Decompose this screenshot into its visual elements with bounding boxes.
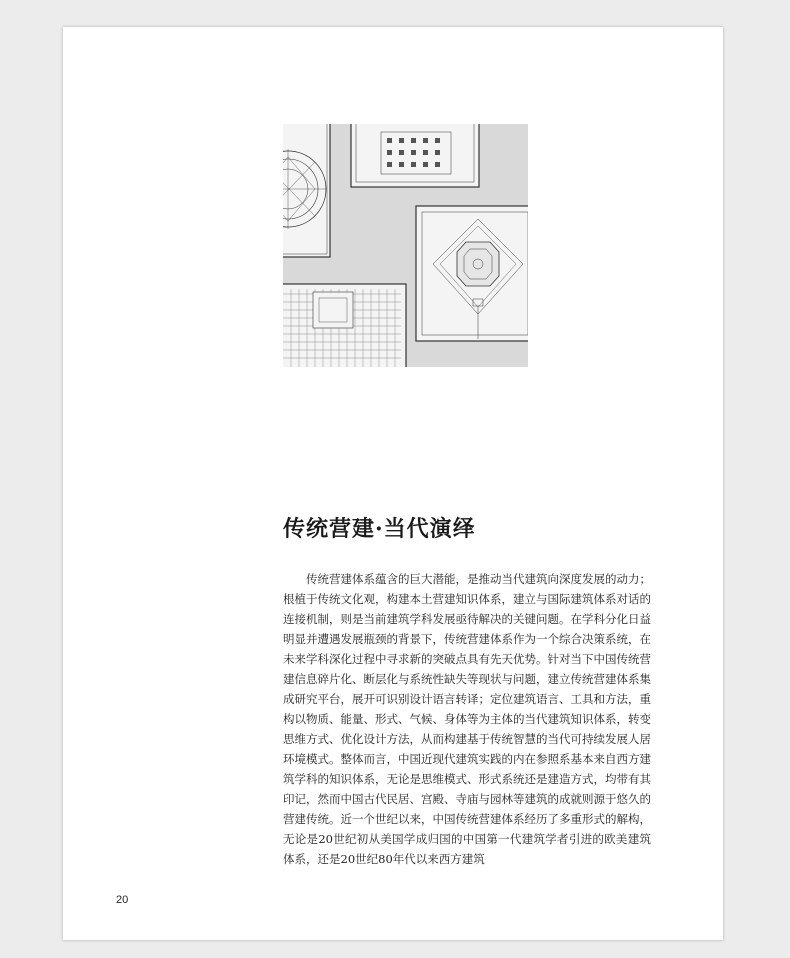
page-number: 20 — [116, 894, 129, 906]
body-paragraph: 传统营建体系蕴含的巨大潜能，是推动当代建筑向深度发展的动力；根植于传统文化观，构建本土营建知识体系，建立与国际建筑体系对话的连接机制，则是当前建筑学科发展亟待解决的关键问题。在学科分化日益明显并遭遇发展瓶颈的背景下，传统营建体系作为一个综合决策系统，在未来学科深化过程中寻求新的突破点具有先天优势。针对当下中国传统营建信息碎片化、断层化与系统性缺失等现状与问题，建立传统营建体系集成研究平台，展开可识别设计语言转译；定位建筑语言、工具和方法，重构以物质、能量、形式、气候、身体等为主体的当代建筑知识体系，转变思维方式、优化设计方法，从而构建基于传统智慧的当代可持续发展人居环境模式。整体而言，中国近现代建筑实践的内在参照系基本来自西方建筑学科的知识体系，无论是思维模式、形式系统还是建造方式，均带有其印记，然而中国古代民居、宫殿、寺庙与园林等建筑的成就则源于悠久的营建传统。近一个世纪以来，中国传统营建体系经历了多重形式的解构，无论是20世纪初从美国学成归国的中国第一代建筑学者引进的欧美建筑体系，还是20世纪80年代以来西方建筑 — [283, 572, 651, 866]
pagoda-plan-panel — [416, 206, 528, 341]
hall-plan-panel — [351, 124, 479, 187]
courtyard-plan-panel — [283, 284, 406, 367]
section-title: 传统营建·当代演绎 — [283, 516, 476, 542]
circular-plan-panel — [283, 124, 330, 257]
architectural-plans-figure — [283, 124, 528, 367]
architectural-plans-drawing — [283, 124, 528, 367]
book-page — [63, 27, 723, 940]
